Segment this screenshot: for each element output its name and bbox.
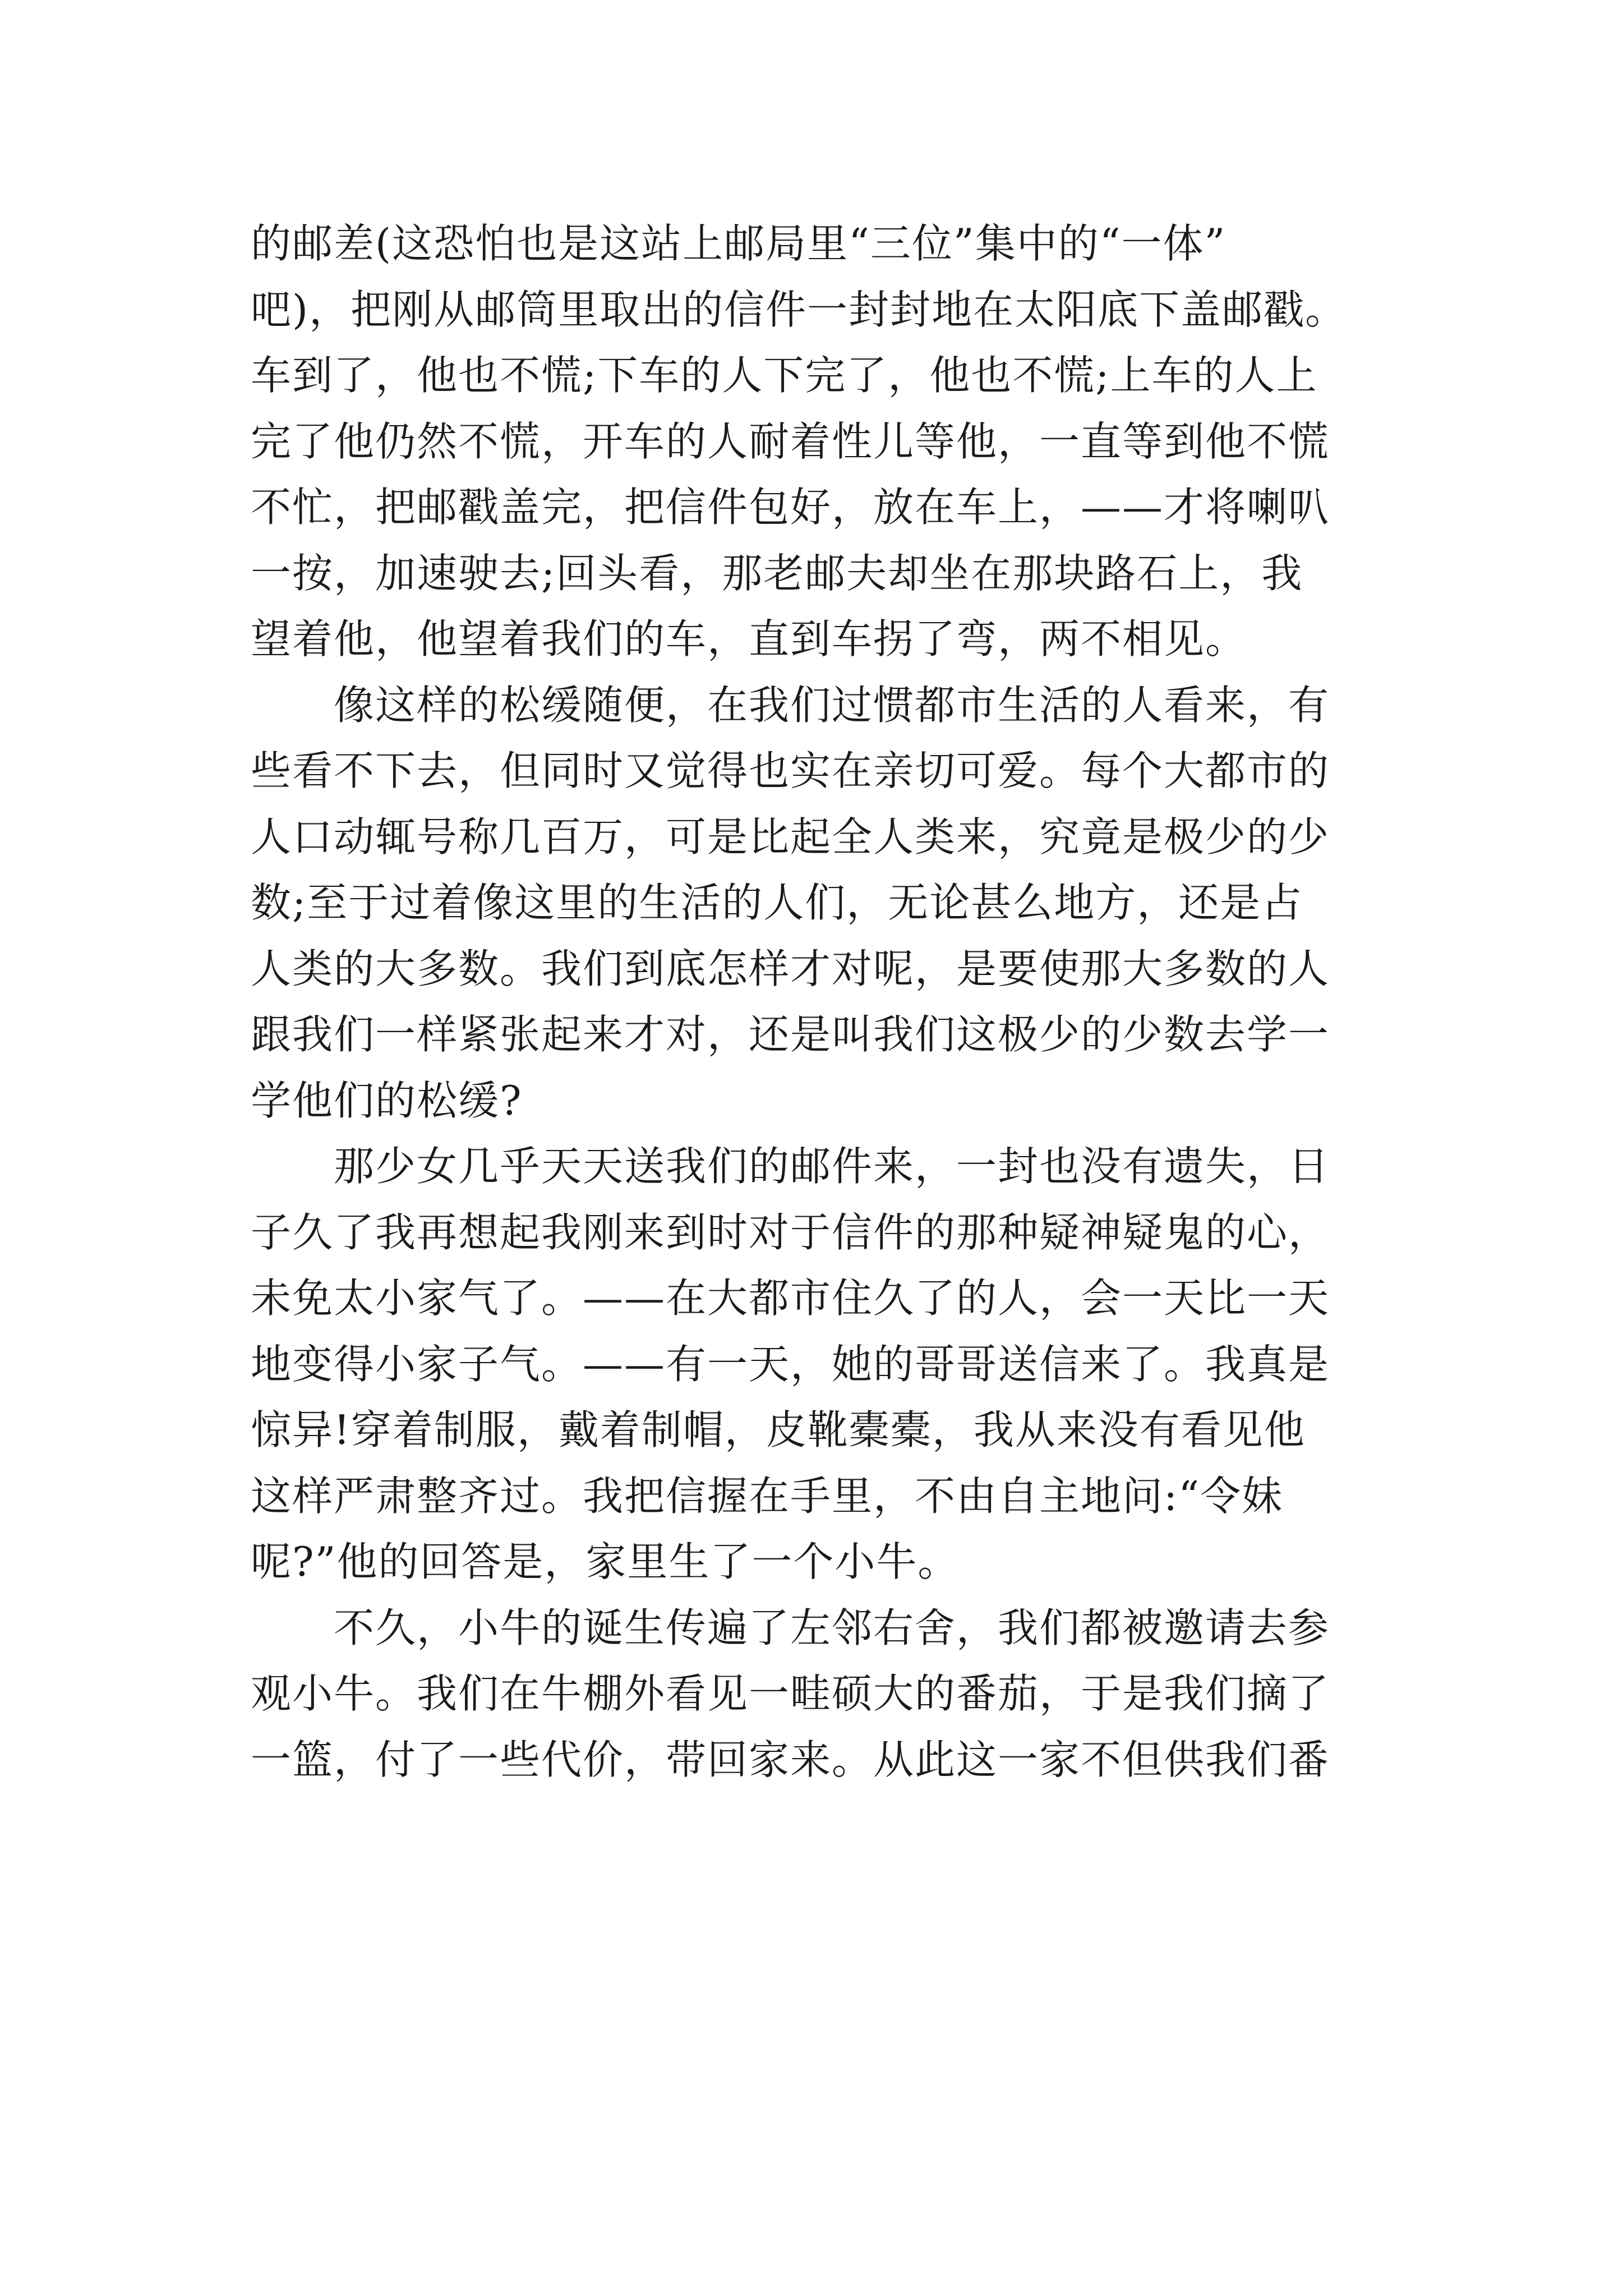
text-line: 吧)，把刚从邮筒里取出的信件一封封地在太阳底下盖邮戳。 <box>251 286 1347 333</box>
paragraph-start-line: 那少女几乎天天送我们的邮件来，一封也没有遗失，日 <box>334 1143 1330 1190</box>
text-line: 惊异!穿着制服，戴着制帽，皮靴橐橐，我从来没有看见他 <box>251 1406 1306 1453</box>
text-line: 望着他，他望着我们的车，直到车拐了弯，两不相见。 <box>251 615 1247 662</box>
text-line: 不忙，把邮戳盖完，把信件包好，放在车上，——才将喇叭 <box>251 484 1330 531</box>
text-line: 人口动辄号称几百万，可是比起全人类来，究竟是极少的少 <box>251 813 1330 861</box>
text-line: 人类的大多数。我们到底怎样才对呢，是要使那大多数的人 <box>251 945 1330 992</box>
text-line: 一按，加速驶去;回头看，那老邮夫却坐在那块路石上，我 <box>251 549 1303 597</box>
text-line: 些看不下去，但同时又觉得也实在亲切可爱。每个大都市的 <box>251 747 1330 794</box>
paragraph-start-line: 不久，小牛的诞生传遍了左邻右舍，我们都被邀请去参 <box>334 1604 1330 1651</box>
text-line: 跟我们一样紧张起来才对，还是叫我们这极少的少数去学一 <box>251 1011 1330 1058</box>
text-line: 这样严肃整齐过。我把信握在手里，不由自主地问:“令妹 <box>251 1472 1284 1520</box>
text-line: 呢?”他的回答是，家里生了一个小牛。 <box>251 1538 960 1585</box>
document-body <box>251 211 1389 1793</box>
text-line: 地变得小家子气。——有一天，她的哥哥送信来了。我真是 <box>251 1340 1330 1388</box>
text-line: 一篮，付了一些代价，带回家来。从此这一家不但供我们番 <box>251 1736 1330 1783</box>
text-line: 数;至于过着像这里的生活的人们，无论甚么地方，还是占 <box>251 879 1303 926</box>
text-line: 观小牛。我们在牛棚外看见一畦硕大的番茄，于是我们摘了 <box>251 1670 1330 1717</box>
text-line: 未免太小家气了。——在大都市住久了的人，会一天比一天 <box>251 1274 1330 1322</box>
text-line: 子久了我再想起我刚来到时对于信件的那种疑神疑鬼的心， <box>251 1208 1330 1256</box>
text-line: 车到了，他也不慌;下车的人下完了，他也不慌;上车的人上 <box>251 352 1318 399</box>
paragraph-start-line: 像这样的松缓随便，在我们过惯都市生活的人看来，有 <box>334 681 1330 729</box>
text-line: 完了他仍然不慌，开车的人耐着性儿等他，一直等到他不慌 <box>251 417 1330 465</box>
text-line: 的邮差(这恐怕也是这站上邮局里“三位”集中的“一体” <box>251 220 1227 267</box>
text-line: 学他们的松缓? <box>251 1076 523 1124</box>
